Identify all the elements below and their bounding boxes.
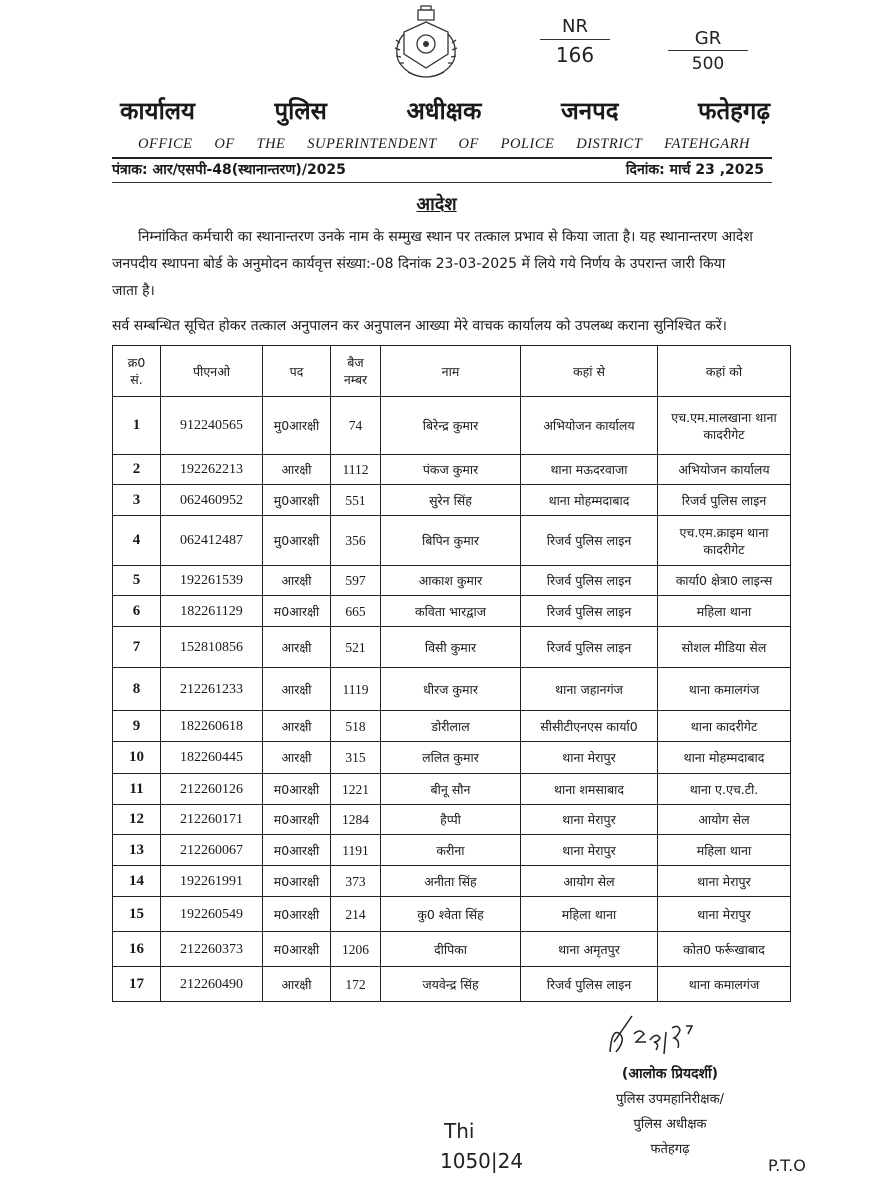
table-row [113,627,791,668]
cell-serial: 1 [113,397,161,455]
cell-from: थाना शमसाबाद [521,774,658,805]
header-pno: पीएनओ [161,346,263,397]
cell-pno: 182261129 [161,596,263,627]
cell-name: बिरेन्द्र कुमार [381,397,521,455]
compliance-paragraph: सर्व सम्बन्धित सूचित होकर तत्काल अनुपालन कर अनुपालन आख्या मेरे वाचक कार्यालय को उपलब्ध कराना सुनिश्चित करें। [112,318,727,334]
cell-from: रिजर्व पुलिस लाइन [521,566,658,596]
transfer-table [112,345,791,1002]
cell-name: जयवेन्द्र सिंह [381,967,521,1002]
cell-post: म0आरक्षी [263,866,331,897]
cell-to: आयोग सेल [658,805,791,835]
cell-from: थाना जहानगंज [521,668,658,711]
cell-serial: 8 [113,668,161,711]
cell-from: सीसीटीएनएस कार्या0 [521,711,658,742]
cell-pno: 212260490 [161,967,263,1002]
cell-post: आरक्षी [263,566,331,596]
table-row [113,596,791,627]
cell-pno: 212260067 [161,835,263,866]
cell-pno: 182260445 [161,742,263,774]
office-header-hindi [120,94,770,127]
cell-serial: 4 [113,516,161,566]
signatory-designation: पुलिस उपमहानिरीक्षक/ [616,1092,724,1107]
cell-serial: 9 [113,711,161,742]
cell-post: मु0आरक्षी [263,397,331,455]
header-word: OF [458,136,479,152]
header-word: फतेहगढ़ [698,97,770,125]
cell-from: थाना मोहम्मदाबाद [521,485,658,516]
header-serial: क्र0 सं. [113,346,161,397]
gr-value: 500 [691,54,725,74]
cell-serial: 16 [113,932,161,967]
cell-serial: 2 [113,455,161,485]
cell-name: ललित कुमार [381,742,521,774]
cell-from: रिजर्व पुलिस लाइन [521,596,658,627]
cell-badge: 1112 [331,455,381,485]
cell-name: अनीता सिंह [381,866,521,897]
cell-from: रिजर्व पुलिस लाइन [521,967,658,1002]
cell-to: थाना कमालगंज [658,967,791,1002]
cell-post: आरक्षी [263,668,331,711]
header-word: POLICE [500,136,555,152]
table-row [113,516,791,566]
cell-post: म0आरक्षी [263,774,331,805]
cell-name: विसी कुमार [381,627,521,668]
cell-pno: 212260373 [161,932,263,967]
thi-value: 1050|24 [440,1149,524,1173]
cell-from: रिजर्व पुलिस लाइन [521,627,658,668]
office-header-english [138,136,750,153]
cell-name: पंकज कुमार [381,455,521,485]
table-row [113,455,791,485]
cell-from: आयोग सेल [521,866,658,897]
table-row [113,742,791,774]
cell-to: थाना मेरापुर [658,897,791,932]
header-word: पुलिस [274,97,327,125]
paragraph-line: जाता है। [112,283,155,299]
cell-badge: 356 [331,516,381,566]
header-word: OF [214,136,235,152]
header-word: अधीक्षक [406,97,482,125]
letter-number: पंत्राक: आर/एसपी-48(स्थानान्तरण)/2025 [112,162,346,178]
cell-badge: 665 [331,596,381,627]
signatory-designation: पुलिस अधीक्षक [633,1117,707,1132]
gr-annotation [668,28,748,74]
order-title: आदेश [416,194,457,215]
cell-post: म0आरक्षी [263,596,331,627]
cell-name: डोरीलाल [381,711,521,742]
signatory-name: (आलोक प्रियदर्शी) [621,1066,719,1082]
cell-pno: 152810856 [161,627,263,668]
pto-annotation: P.T.O [768,1156,806,1175]
cell-badge: 1206 [331,932,381,967]
letter-date: दिनांक: मार्च 23 ,2025 [625,162,764,178]
cell-from: महिला थाना [521,897,658,932]
cell-serial: 7 [113,627,161,668]
header-word: OFFICE [138,136,193,152]
table-row [113,485,791,516]
cell-to: महिला थाना [658,596,791,627]
police-emblem-logo [388,4,464,84]
header-badge: बैज नम्बर [331,346,381,397]
cell-serial: 15 [113,897,161,932]
cell-to: थाना मेरापुर [658,866,791,897]
cell-badge: 1284 [331,805,381,835]
cell-pno: 062412487 [161,516,263,566]
cell-badge: 1119 [331,668,381,711]
cell-pno: 192261539 [161,566,263,596]
header-divider [112,157,772,159]
header-name: नाम [381,346,521,397]
cell-badge: 518 [331,711,381,742]
cell-name: बीनू सौन [381,774,521,805]
cell-post: आरक्षी [263,967,331,1002]
header-word: कार्यालय [120,97,195,125]
cell-name: दीपिका [381,932,521,967]
header-word: THE [256,136,286,152]
cell-post: मु0आरक्षी [263,516,331,566]
cell-name: कविता भारद्वाज [381,596,521,627]
cell-post: आरक्षी [263,627,331,668]
cell-pno: 212261233 [161,668,263,711]
order-paragraph [112,224,802,305]
cell-serial: 13 [113,835,161,866]
cell-pno: 212260171 [161,805,263,835]
cell-to: थाना ए.एच.टी. [658,774,791,805]
paragraph-line: निम्नांकित कर्मचारी का स्थानान्तरण उनके नाम के सम्मुख स्थान पर तत्काल प्रभाव से किया जाता है। यह स्थानान्तरण आदेश [138,229,753,245]
table-row [113,774,791,805]
nr-annotation [540,16,610,67]
cell-badge: 315 [331,742,381,774]
cell-to: महिला थाना [658,835,791,866]
cell-to: थाना कादरीगेट [658,711,791,742]
cell-badge: 1191 [331,835,381,866]
table-row [113,932,791,967]
cell-badge: 597 [331,566,381,596]
cell-to: अभियोजन कार्यालय [658,455,791,485]
header-post: पद [263,346,331,397]
nr-label: NR [562,16,588,37]
signatory-block [590,1062,750,1162]
header-word: FATEHGARH [664,136,750,152]
cell-from: अभियोजन कार्यालय [521,397,658,455]
table-row [113,805,791,835]
cell-to: सोशल मीडिया सेल [658,627,791,668]
cell-badge: 172 [331,967,381,1002]
cell-pno: 182260618 [161,711,263,742]
table-row [113,897,791,932]
cell-name: बिपिन कुमार [381,516,521,566]
cell-name: धीरज कुमार [381,668,521,711]
reference-divider [112,182,772,183]
cell-post: म0आरक्षी [263,932,331,967]
cell-pno: 192262213 [161,455,263,485]
reference-row [112,160,764,179]
table-row [113,397,791,455]
cell-to: कार्या0 क्षेत्रा0 लाइन्स [658,566,791,596]
cell-serial: 14 [113,866,161,897]
cell-serial: 10 [113,742,161,774]
cell-post: म0आरक्षी [263,835,331,866]
cell-post: आरक्षी [263,455,331,485]
cell-name: करीना [381,835,521,866]
cell-name: सुरेन सिंह [381,485,521,516]
header-from: कहां से [521,346,658,397]
cell-from: थाना मेरापुर [521,742,658,774]
cell-serial: 11 [113,774,161,805]
cell-badge: 373 [331,866,381,897]
cell-from: थाना मऊदरवाजा [521,455,658,485]
table-row [113,835,791,866]
cell-name: हैप्पी [381,805,521,835]
table-row [113,866,791,897]
cell-serial: 5 [113,566,161,596]
officer-signature [600,1012,720,1067]
cell-post: आरक्षी [263,711,331,742]
cell-pno: 192261991 [161,866,263,897]
cell-badge: 214 [331,897,381,932]
signatory-designation: फतेहगढ़ [650,1142,690,1157]
cell-badge: 74 [331,397,381,455]
cell-post: म0आरक्षी [263,805,331,835]
cell-serial: 6 [113,596,161,627]
cell-post: मु0आरक्षी [263,485,331,516]
cell-badge: 551 [331,485,381,516]
cell-name: आकाश कुमार [381,566,521,596]
table-row [113,668,791,711]
cell-post: म0आरक्षी [263,897,331,932]
cell-from: थाना मेरापुर [521,835,658,866]
cell-pno: 912240565 [161,397,263,455]
cell-to: कोत0 फर्रूखाबाद [658,932,791,967]
cell-to: थाना कमालगंज [658,668,791,711]
cell-to: एच.एम.मालखाना थाना कादरीगेट [658,397,791,455]
header-to: कहां को [658,346,791,397]
cell-badge: 1221 [331,774,381,805]
cell-post: आरक्षी [263,742,331,774]
cell-to: थाना मोहम्मदाबाद [658,742,791,774]
header-word: DISTRICT [576,136,643,152]
cell-pno: 212260126 [161,774,263,805]
thi-label: Thi [444,1119,475,1143]
cell-to: एच.एम.क्राइम थाना कादरीगेट [658,516,791,566]
cell-name: कु0 श्वेता सिंह [381,897,521,932]
cell-badge: 521 [331,627,381,668]
cell-to: रिजर्व पुलिस लाइन [658,485,791,516]
gr-label: GR [694,28,722,49]
paragraph-line: जनपदीय स्थापना बोर्ड के अनुमोदन कार्यवृत्त संख्या:-08 दिनांक 23-03-2025 में लिये गये निर्णय के उपरान्त जारी किया [112,256,726,272]
table-row [113,711,791,742]
cell-pno: 192260549 [161,897,263,932]
nr-value: 166 [555,43,595,67]
table-header-row [113,346,791,397]
table-row [113,566,791,596]
cell-from: थाना मेरापुर [521,805,658,835]
cell-from: थाना अमृतपुर [521,932,658,967]
cell-serial: 17 [113,967,161,1002]
header-word: जनपद [560,97,619,125]
table-row [113,967,791,1002]
cell-serial: 3 [113,485,161,516]
thi-annotation [440,1116,523,1176]
cell-from: रिजर्व पुलिस लाइन [521,516,658,566]
header-word: SUPERINTENDENT [307,136,437,152]
cell-pno: 062460952 [161,485,263,516]
cell-serial: 12 [113,805,161,835]
